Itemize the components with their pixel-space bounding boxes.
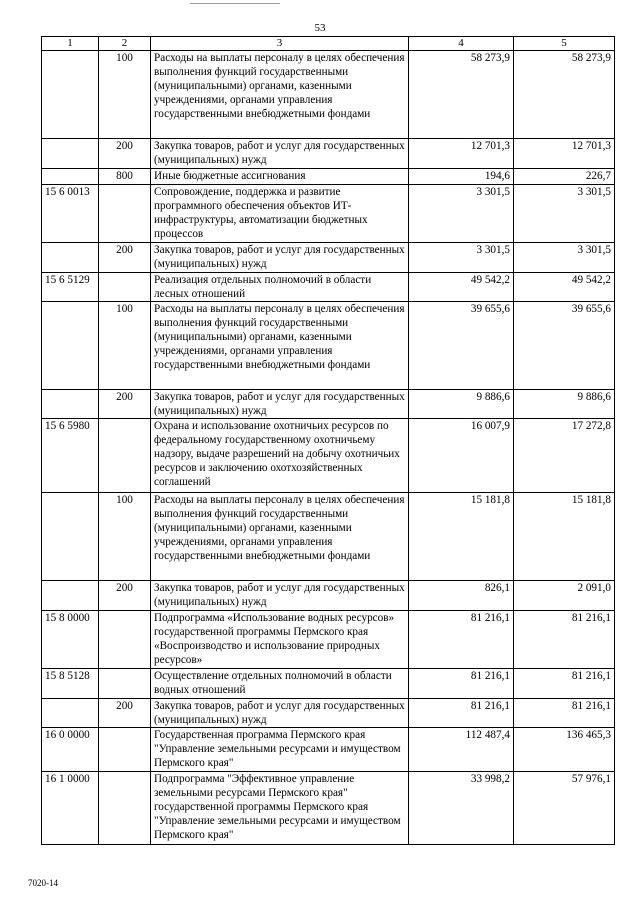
row-code: 16 0 0000 [42,728,99,772]
row-expense-type: 200 [99,699,151,728]
row-expense-type [99,419,151,493]
table-row [42,772,615,845]
row-description: Расходы на выплаты персоналу в целях обеспечения выполнения функций государственными (муниципальными) органами, казенными учреждениями, органами управления государственными внебюджетными фондами [151,302,409,390]
row-amount-col5: 57 976,1 [514,772,615,845]
table-row [42,699,615,728]
row-description: Иные бюджетные ассигнования [151,169,409,185]
row-code [42,390,99,419]
row-amount-col4: 81 216,1 [409,669,514,699]
table-header-row [42,37,615,51]
table-row [42,390,615,419]
row-amount-col5: 39 655,6 [514,302,615,390]
row-description: Охрана и использование охотничьих ресурсов по федеральному государственному охотничьему надзору, выдаче разрешений на добычу охотничьих ресурсов и заключению охотхозяйственных соглашений [151,419,409,493]
row-expense-type: 100 [99,51,151,139]
row-expense-type: 200 [99,390,151,419]
row-code: 15 8 5128 [42,669,99,699]
budget-table [41,36,615,845]
table-row [42,611,615,669]
column-header-2: 2 [99,37,151,51]
row-code: 15 6 0013 [42,185,99,243]
row-code: 15 8 0000 [42,611,99,669]
row-description: Подпрограмма «Использование водных ресурсов» государственной программы Пермского края «Воспроизводство и использование природных ресурсов» [151,611,409,669]
row-expense-type [99,185,151,243]
row-description: Закупка товаров, работ и услуг для государственных (муниципальных) нужд [151,699,409,728]
row-code [42,51,99,139]
page-number: 53 [314,22,326,34]
row-code [42,139,99,169]
row-amount-col4: 112 487,4 [409,728,514,772]
row-code [42,581,99,611]
row-expense-type: 100 [99,302,151,390]
row-code: 15 6 5129 [42,273,99,302]
row-amount-col5: 12 701,3 [514,139,615,169]
document-footer-code: 7020-14 [28,878,58,888]
table-row [42,669,615,699]
column-header-3: 3 [151,37,409,51]
row-description: Государственная программа Пермского края "Управление земельными ресурсами и имуществом Пермского края" [151,728,409,772]
row-expense-type [99,611,151,669]
row-expense-type: 100 [99,493,151,581]
table-row [42,419,615,493]
row-code: 16 1 0000 [42,772,99,845]
row-expense-type [99,728,151,772]
row-amount-col5: 136 465,3 [514,728,615,772]
row-expense-type: 200 [99,581,151,611]
row-description: Осуществление отдельных полномочий в области водных отношений [151,669,409,699]
row-description: Закупка товаров, работ и услуг для государственных (муниципальных) нужд [151,390,409,419]
row-description: Расходы на выплаты персоналу в целях обеспечения выполнения функций государственными (муниципальными) органами, казенными учреждениями, органами управления государственными внебюджетными фондами [151,493,409,581]
row-amount-col5: 81 216,1 [514,611,615,669]
scan-artifact-line [190,3,280,4]
row-amount-col5: 3 301,5 [514,185,615,243]
row-description: Закупка товаров, работ и услуг для государственных (муниципальных) нужд [151,581,409,611]
row-description: Расходы на выплаты персоналу в целях обеспечения выполнения функций государственными (муниципальными) органами, казенными учреждениями, органами управления государственными внебюджетными фондами [151,51,409,139]
column-header-4: 4 [409,37,514,51]
row-amount-col5: 9 886,6 [514,390,615,419]
row-amount-col4: 12 701,3 [409,139,514,169]
row-amount-col5: 2 091,0 [514,581,615,611]
row-amount-col5: 58 273,9 [514,51,615,139]
table-row [42,493,615,581]
row-amount-col4: 826,1 [409,581,514,611]
row-amount-col4: 58 273,9 [409,51,514,139]
table-row [42,139,615,169]
row-expense-type: 200 [99,243,151,273]
row-code [42,302,99,390]
row-description: Закупка товаров, работ и услуг для государственных (муниципальных) нужд [151,243,409,273]
table-row [42,51,615,139]
row-amount-col4: 33 998,2 [409,772,514,845]
row-amount-col4: 39 655,6 [409,302,514,390]
row-code: 15 6 5980 [42,419,99,493]
row-amount-col5: 17 272,8 [514,419,615,493]
table-row [42,728,615,772]
row-amount-col5: 81 216,1 [514,699,615,728]
row-description: Закупка товаров, работ и услуг для государственных (муниципальных) нужд [151,139,409,169]
row-amount-col4: 81 216,1 [409,699,514,728]
table-row [42,273,615,302]
row-amount-col4: 9 886,6 [409,390,514,419]
row-code [42,699,99,728]
row-expense-type: 200 [99,139,151,169]
row-code [42,243,99,273]
row-code [42,169,99,185]
row-amount-col4: 3 301,5 [409,185,514,243]
row-expense-type [99,669,151,699]
row-amount-col4: 49 542,2 [409,273,514,302]
table-row [42,243,615,273]
table-row [42,169,615,185]
row-amount-col5: 49 542,2 [514,273,615,302]
row-expense-type [99,772,151,845]
column-header-5: 5 [514,37,615,51]
column-header-1: 1 [42,37,99,51]
row-amount-col4: 15 181,8 [409,493,514,581]
table-row [42,581,615,611]
row-amount-col5: 15 181,8 [514,493,615,581]
row-amount-col4: 3 301,5 [409,243,514,273]
row-description: Подпрограмма "Эффективное управление земельными ресурсами Пермского края" государственной программы Пермского края "Управление земельными ресурсами и имуществом Пермского края" [151,772,409,845]
row-amount-col5: 226,7 [514,169,615,185]
row-amount-col5: 3 301,5 [514,243,615,273]
row-code [42,493,99,581]
row-description: Сопровождение, поддержка и развитие программного обеспечения объектов ИТ-инфраструктуры, автоматизации бюджетных процессов [151,185,409,243]
row-amount-col4: 16 007,9 [409,419,514,493]
row-amount-col4: 81 216,1 [409,611,514,669]
table-row [42,185,615,243]
row-amount-col5: 81 216,1 [514,669,615,699]
row-expense-type: 800 [99,169,151,185]
row-amount-col4: 194,6 [409,169,514,185]
row-expense-type [99,273,151,302]
row-description: Реализация отдельных полномочий в области лесных отношений [151,273,409,302]
table-row [42,302,615,390]
